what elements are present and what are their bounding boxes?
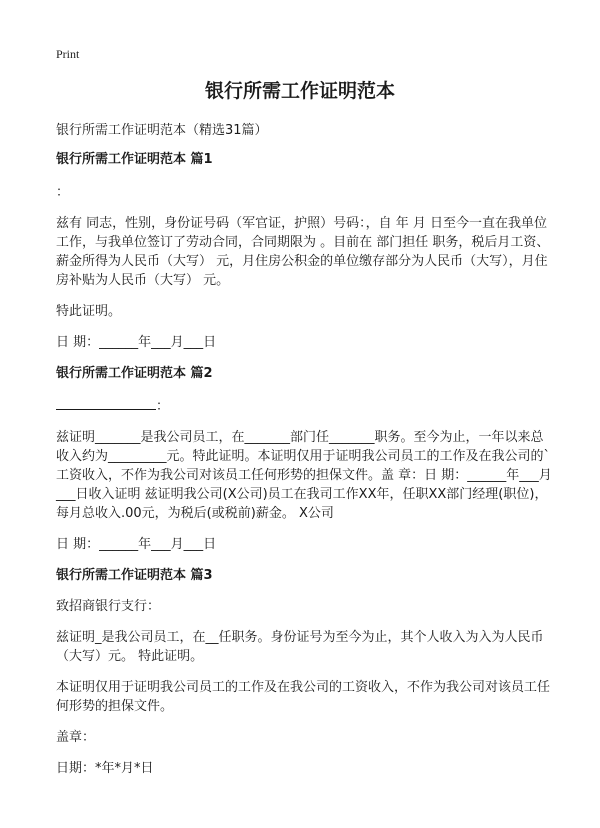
section-heading-1: 银行所需工作证明范本 篇1 bbox=[56, 152, 213, 167]
body-paragraph-1: 兹有 同志，性别，身份证号码（军官证，护照）号码：，自 年 月 日至今一直在我单位工作，与我单位签订了劳动合同，合同期限为 。目前在 部门担任 职务，税后月工资、薪金所得为人民币（大写） 元，月住房公积金的单位缴存部分为人民币（大写），月住房补贴为人民币（大写） 元。 bbox=[56, 216, 550, 288]
recipient-blank bbox=[56, 397, 156, 410]
body-paragraph-4: 本证明仅用于证明我公司员工的工作及在我公司的工资收入，不作为我公司对该员工任何形势的担保文件。 bbox=[56, 680, 551, 714]
seal-line-3: 盖章： bbox=[56, 730, 96, 745]
document-title: 银行所需工作证明范本 bbox=[204, 80, 395, 102]
salutation-1: ： bbox=[56, 185, 70, 200]
document-subtitle: 银行所需工作证明范本（精选31篇） bbox=[56, 123, 268, 138]
salutation-2 bbox=[56, 397, 554, 416]
date-line-3: 日期：*年*月*日 bbox=[56, 761, 154, 776]
date-line-1: 日 期：______年___月___日 bbox=[56, 335, 217, 350]
salutation-3: 致招商银行支行： bbox=[56, 599, 161, 614]
body-paragraph-3: 兹证明_是我公司员工，在__任职务。身份证号为至今为止，其个人收入为入为人民币（大写）元。 特此证明。 bbox=[56, 630, 544, 664]
section-heading-3: 银行所需工作证明范本 篇3 bbox=[56, 568, 213, 583]
closing-text-1: 特此证明。 bbox=[56, 304, 122, 319]
salutation-colon-2: ： bbox=[156, 399, 170, 414]
body-paragraph-2: 兹证明_______是我公司员工，在_______部门任_______职务。至今为止，一年以来总收入约为_________元。特此证明。本证明仅用于证明我公司员工的工作及在我公司的`工资收入，不作为我公司对该员工任何形势的担保文件。盖 章：日 期：______年___月___日收入证明 兹证明我公司(X公司)员工在我司工作XX年，任职XX部门经理(职位)，每月总收入.00元，为税后(或税前)薪金。 X公司 bbox=[56, 430, 552, 521]
section-heading-2: 银行所需工作证明范本 篇2 bbox=[56, 366, 213, 381]
print-link[interactable]: Print bbox=[56, 47, 80, 61]
date-line-2: 日 期：______年___月___日 bbox=[56, 537, 217, 552]
